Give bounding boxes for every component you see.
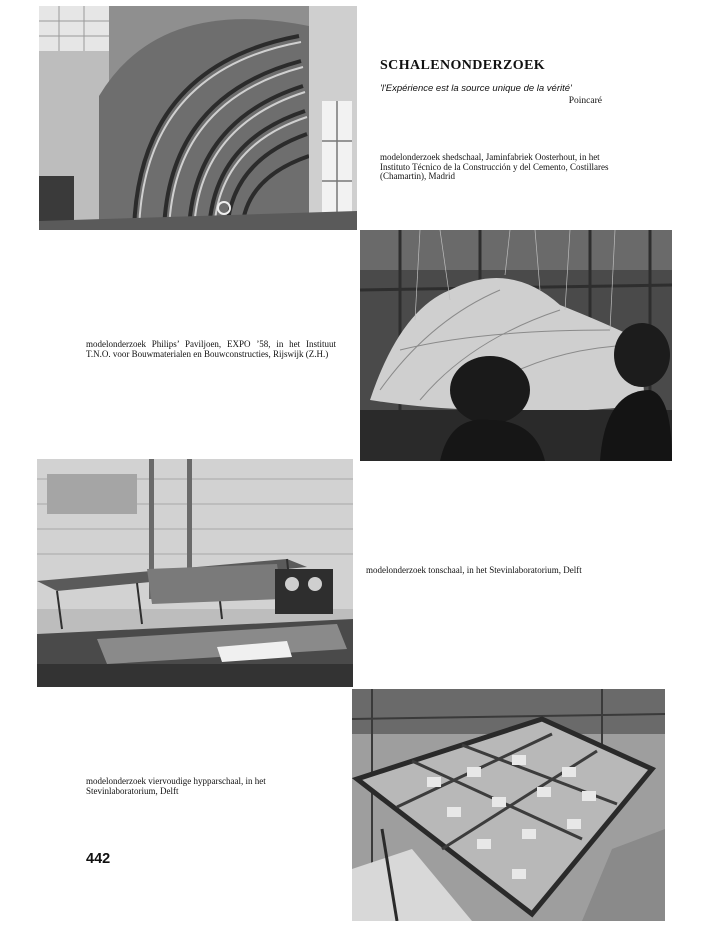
caption-shed-shell: modelonderzoek shedschaal, Jaminfabriek Oosterhout, in het Instituto Técnico de la Construcción y del Cemento, Costillares (Chamartin), Madrid <box>380 152 609 182</box>
page-number: 442 <box>86 851 111 867</box>
photo-philips-pavilion <box>360 230 672 461</box>
caption-hypar-shell: modelonderzoek viervoudige hypparschaal, in het Stevinlaboratorium, Delft <box>86 776 266 796</box>
caption-barrel-shell: modelonderzoek tonschaal, in het Stevinlaboratorium, Delft <box>366 565 582 575</box>
motto-quote: 'l'Expérience est la source unique de la vérité' <box>380 83 572 94</box>
photo-hypar-shell <box>352 689 665 921</box>
photo-barrel-shell <box>37 459 353 687</box>
motto-author: Poincaré <box>568 96 602 106</box>
caption-philips-pavilion: modelonderzoek Philips’ Paviljoen, EXPO ’58, in het Instituut T.N.O. voor Bouwmaterialen en Bouwconstructies, Rijswijk (Z.H.) <box>86 339 336 359</box>
page-title: SCHALENONDERZOEK <box>380 58 546 73</box>
photo-shed-shell <box>39 6 357 230</box>
